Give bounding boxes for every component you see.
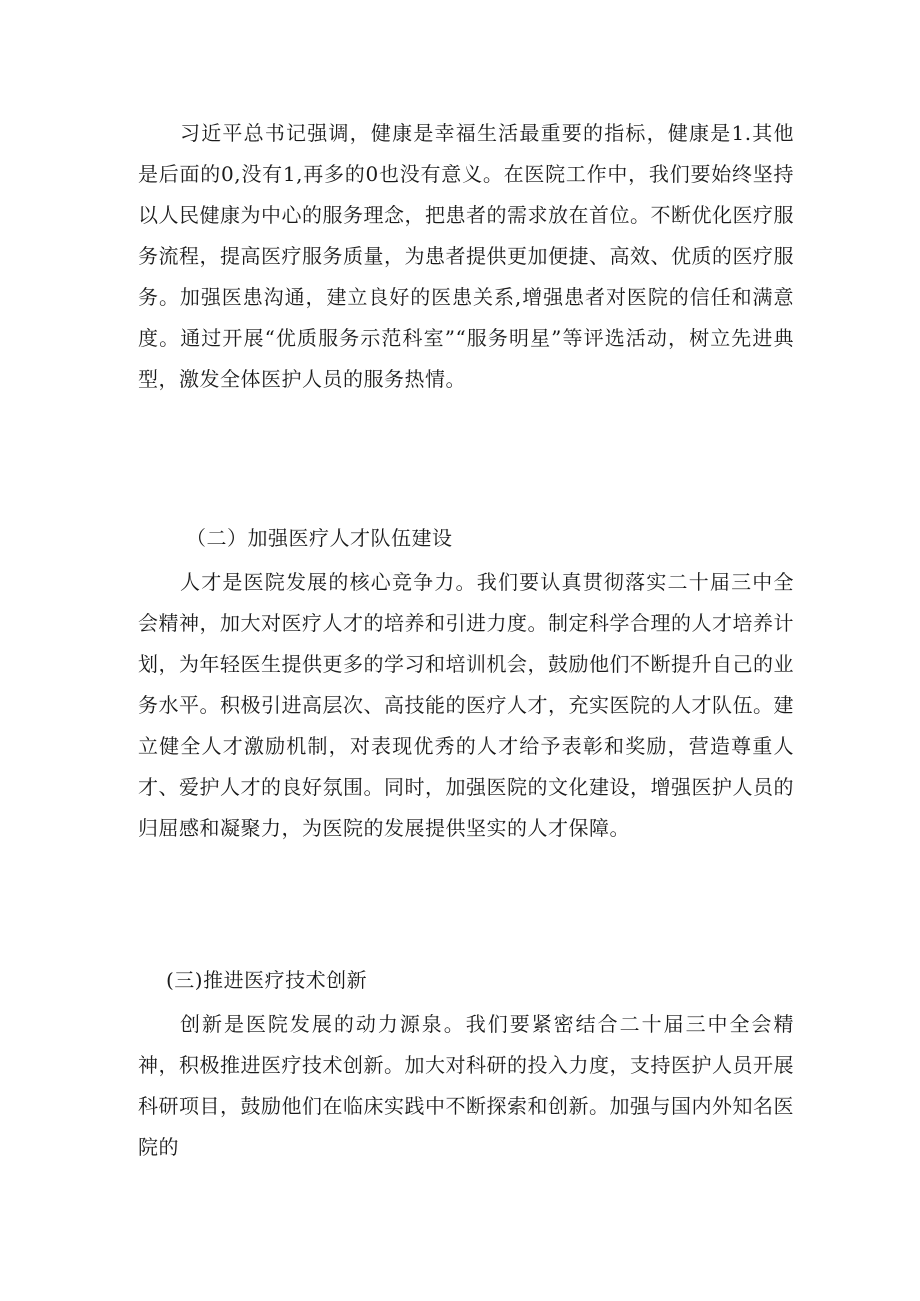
section-heading-innovation: (三)推进医疗技术创新 [166,968,368,992]
paragraph-talent-team: 人才是医院发展的核心竞争力。我们要认真贯彻落实二十届三中全会精神，加大对医疗人才的培养和引进力度。制定科学合理的人才培养计划，为年轻医生提供更多的学习和培训机会，鼓励他们不断提升自己的业务水平。积极引进高层次、高技能的医疗人才，充实医院的人才队伍。建立健全人才激励机制，对表现优秀的人才给予表彰和奖励，营造尊重人才、爱护人才的良好氛围。同时，加强医院的文化建设，增强医护人员的归屈感和凝聚力，为医院的发展提供坚实的人才保障。 [138,570,794,840]
paragraph-technology-innovation: 创新是医院发展的动力源泉。我们要紧密结合二十届三中全会精神，积极推进医疗技术创新。加大对科研的投入力度，支持医护人员开展科研项目，鼓励他们在临床实践中不断探索和创新。加强与国内外知名医院的 [138,1012,794,1159]
paragraph-patient-service: 习近平总书记强调，健康是幸福生活最重要的指标，健康是1.其他是后面的0,没有1,再多的0也没有意义。在医院工作中，我们要始终坚持以人民健康为中心的服务理念，把患者的需求放在首位。不断优化医疗服务流程，提高医疗服务质量，为患者提供更加便捷、高效、优质的医疗服务。加强医患沟通，建立良好的医患关系,增强患者对医院的信任和满意度。通过开展“优质服务示范科室”“服务明星”等评选活动，树立先进典型，激发全体医护人员的服务热情。 [138,121,794,391]
section-heading-talent: （二）加强医疗人才队伍建设 [186,526,453,550]
